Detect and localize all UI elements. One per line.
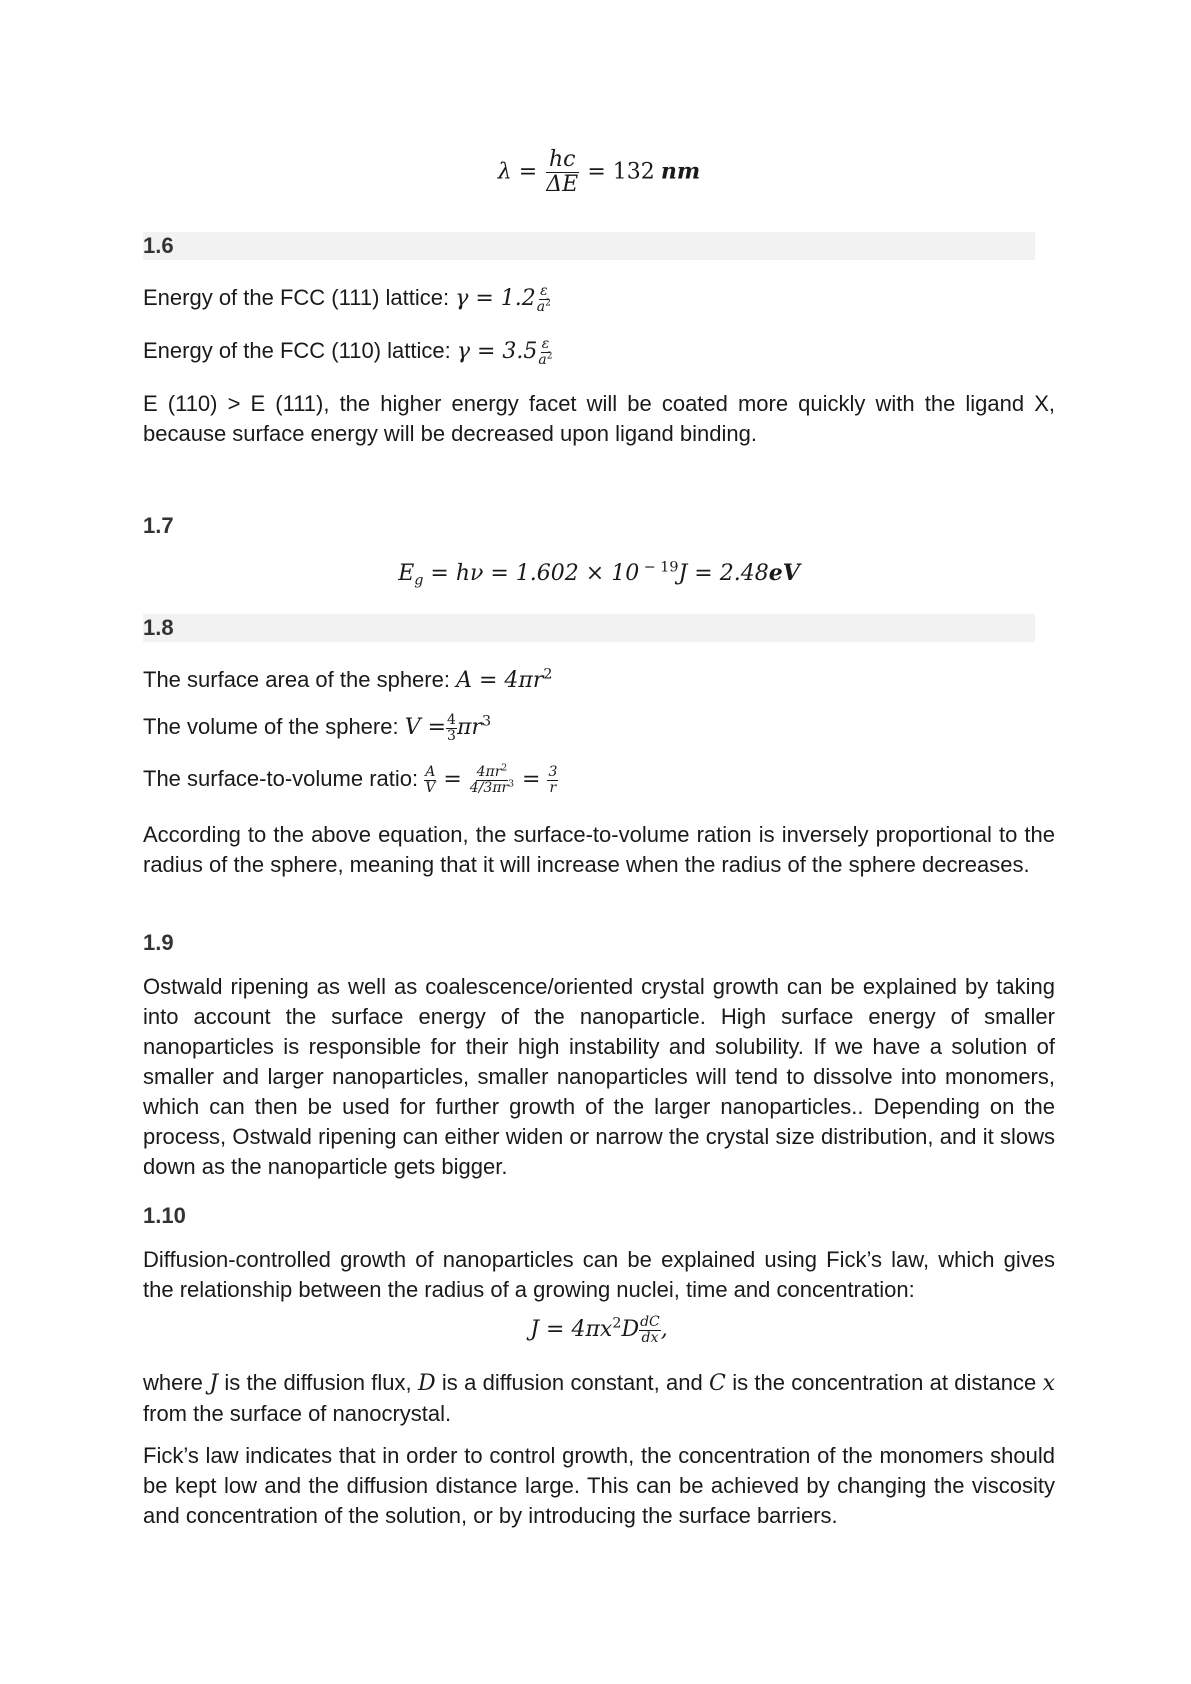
fcc111-fraction: [536, 284, 552, 314]
paragraph-1-8: According to the above equation, the surface-to-volume ration is inversely proportional to the radius of the sphere, meaning that it will increase when the radius of the sphere decreases.: [143, 822, 1055, 877]
ratio-n2: $4\pi r^2$: [476, 763, 508, 780]
equation-lambda: [143, 148, 1055, 197]
volume-num: 4: [447, 712, 456, 728]
where-t1: where: [143, 1370, 210, 1395]
eq-eg-E: E: [398, 561, 415, 586]
section-heading-1-9: 1.9: [143, 930, 174, 955]
eq-eg-mid: = hν = 1.602 × 10: [423, 561, 640, 586]
ratio-label: The surface-to-volume ratio:: [143, 766, 425, 791]
where-t2: is the diffusion flux,: [218, 1370, 418, 1395]
eq-lambda-num: hc: [546, 148, 579, 173]
where-t3: is a diffusion constant, and: [435, 1370, 710, 1395]
ratio-line: The surface-to-volume ratio: $\frac{A}{V}$ = $\frac{4\pi r^2}{4/3\pi r^3}$ = $\frac{3}{r}$: [143, 763, 558, 796]
fick-den: dx: [641, 1329, 659, 1346]
eq-eg-value: J = 2.48: [678, 561, 769, 586]
section-heading-1-8: 1.8: [143, 614, 1035, 642]
paragraph-1-10-intro: Diffusion-controlled growth of nanoparticles can be explained using Fick’s law, which gives the relationship between the radius of a growing nuclei, time and concentration:: [143, 1247, 1055, 1302]
fcc111-den: $a^2$: [536, 298, 551, 315]
area-label: The surface area of the sphere:: [143, 667, 457, 692]
paragraph-fick-where: [143, 1368, 1055, 1429]
fcc110-num: ε: [541, 336, 550, 352]
fcc110-den: $a^2$: [538, 351, 553, 368]
paragraph-1-6: E (110) > E (111), the higher energy facet will be coated more quickly with the ligand X, because surface energy will be decreased upon ligand binding.: [143, 391, 1055, 446]
fick-D: D: [621, 1317, 640, 1342]
where-D: D: [417, 1371, 436, 1396]
volume-eq-lhs: V =: [404, 715, 447, 740]
fick-lhs: J = 4πx: [530, 1317, 613, 1342]
fick-fraction: [639, 1315, 661, 1345]
eq-lambda-rhs: = 132: [587, 159, 655, 185]
ratio-d1: V: [425, 779, 436, 796]
fick-tail: ,: [660, 1317, 668, 1342]
where-x: x: [1042, 1371, 1055, 1396]
paragraph-1-10-conclusion: Fick’s law indicates that in order to control growth, the concentration of the monomers should be kept low and the diffusion distance large. This can be achieved by changing the viscosity and concentration of the solution, or by introducing the surface barriers.: [143, 1443, 1055, 1528]
ratio-d3: r: [549, 779, 557, 796]
where-J: J: [209, 1371, 219, 1396]
area-eq: A = 4πr: [456, 668, 544, 693]
area-line: [143, 665, 552, 696]
equation-fick: [143, 1315, 1055, 1345]
fcc111-eq: γ = 1.2: [455, 286, 536, 311]
fcc111-label: Energy of the FCC (111) lattice:: [143, 285, 456, 310]
eq-eg-exp: − 19: [639, 559, 679, 576]
fcc111-num: ε: [540, 283, 548, 299]
volume-exp: 3: [481, 713, 492, 730]
eq-lambda-lhs: λ =: [497, 159, 538, 185]
ratio-n3: 3: [548, 764, 558, 780]
ratio-frac-3: [547, 765, 558, 795]
area-exp: 2: [543, 666, 553, 683]
eq-lambda-unit: nm: [660, 158, 701, 185]
volume-line: [143, 712, 491, 743]
section-heading-1-10: 1.10: [143, 1203, 186, 1228]
fcc110-label: Energy of the FCC (110) lattice:: [143, 338, 457, 363]
fick-num: dC: [640, 1314, 660, 1330]
ratio-n1: A: [425, 764, 436, 780]
volume-label: The volume of the sphere:: [143, 714, 405, 739]
volume-fraction: [446, 713, 457, 743]
section-heading-1-7: 1.7: [143, 513, 174, 538]
equation-bandgap: [143, 559, 1055, 589]
eq-lambda-den: ΔE: [546, 172, 579, 198]
fcc110-eq: γ = 3.5: [456, 339, 538, 364]
fick-exp: 2: [612, 1315, 622, 1332]
eq-eg-unit: eV: [768, 560, 800, 586]
ratio-d2: $4/3\pi r^3$: [469, 779, 515, 796]
eq-lambda-fraction: [543, 148, 581, 197]
eq-eg-sub: g: [414, 572, 424, 589]
ratio-frac-1: [424, 765, 436, 795]
volume-den: 3: [447, 727, 456, 744]
where-t4: is the concentration at distance: [725, 1370, 1043, 1395]
where-t5: from the surface of nanocrystal.: [143, 1401, 452, 1426]
paragraph-1-9: Ostwald ripening as well as coalescence/oriented crystal growth can be explained by taking into account the surface energy of the nanoparticle. High surface energy of smaller nanoparticles is responsible for their high instability and solubility. If we have a solution of smaller and larger nanoparticles, smaller nanoparticles will tend to dissolve into monomers, which can then be used for further growth of the larger nanoparticles.. Depending on the process, Ostwald ripening can either widen or narrow the crystal size distribution, and it slows down as the nanoparticle gets bigger.: [143, 974, 1055, 1179]
where-C: C: [709, 1371, 726, 1396]
volume-eq-rest: πr: [456, 715, 482, 740]
ratio-frac-2: [469, 765, 515, 795]
fcc111-line: [143, 283, 552, 314]
fcc110-fraction: [537, 337, 553, 367]
section-heading-1-6: 1.6: [143, 232, 1035, 260]
fcc110-line: [143, 336, 554, 367]
